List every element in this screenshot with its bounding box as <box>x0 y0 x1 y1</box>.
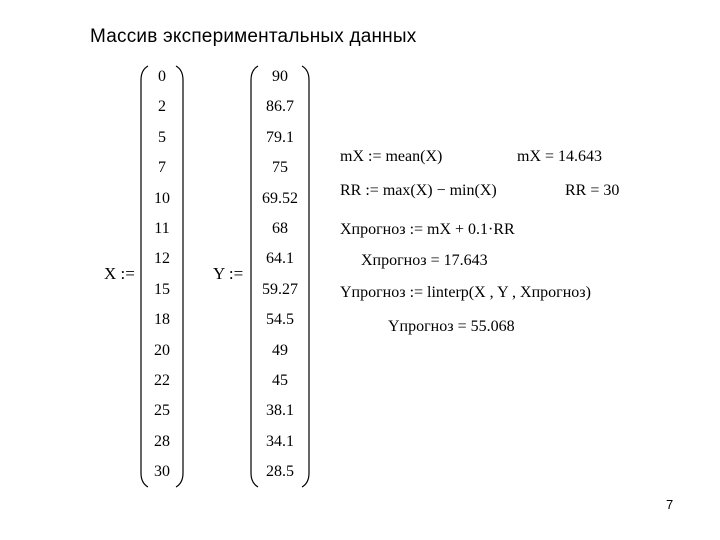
y-forecast-definition: Yпрогноз := linterp(X , Y , Xпрогноз) <box>340 284 591 301</box>
right-paren-icon <box>174 64 186 489</box>
matrix-cell: 59.27 <box>262 280 298 298</box>
matrix-cell: 10 <box>154 189 170 207</box>
page-title: Массив экспериментальных данных <box>90 26 417 47</box>
x-forecast-result: Xпрогноз = 17.643 <box>361 252 488 269</box>
mean-result: mX = 14.643 <box>517 148 603 165</box>
matrix-cell: 11 <box>154 220 170 237</box>
matrix-cell: 22 <box>154 372 170 389</box>
y-forecast-result: Yпрогноз = 55.068 <box>388 318 515 335</box>
matrix-cell: 25 <box>154 402 170 420</box>
matrix-cell: 49 <box>272 341 288 359</box>
x-matrix <box>138 64 186 489</box>
matrix-cell: 34.1 <box>266 432 294 450</box>
matrix-cell: 5 <box>158 128 166 146</box>
matrix-cell: 12 <box>154 250 170 268</box>
matrix-cell: 45 <box>272 372 288 389</box>
matrix-cell: 28.5 <box>266 463 294 481</box>
matrix-cell: 38.1 <box>266 402 294 420</box>
x-forecast-definition: Xпрогноз := mX + 0.1·RR <box>340 221 515 238</box>
range-definition: RR := max(X) − min(X) <box>340 182 497 199</box>
page-number: 7 <box>666 497 674 512</box>
range-result: RR = 30 <box>565 182 620 199</box>
matrix-cell: 68 <box>272 220 288 237</box>
y-matrix-label: Y := <box>213 264 244 283</box>
x-matrix-label: X := <box>104 264 135 283</box>
matrix-cell: 7 <box>158 159 166 177</box>
left-paren-icon <box>138 64 150 489</box>
matrix-cell: 64.1 <box>266 250 294 268</box>
matrix-cell: 90 <box>272 68 288 85</box>
matrix-cell: 20 <box>154 341 170 359</box>
matrix-cell: 79.1 <box>266 128 294 146</box>
matrix-cell: 0 <box>158 68 166 85</box>
matrix-cell: 18 <box>154 311 170 329</box>
matrix-cell: 54.5 <box>266 311 294 329</box>
mean-definition: mX := mean(X) <box>340 148 443 165</box>
matrix-cell: 28 <box>154 432 170 450</box>
matrix-cell: 86.7 <box>266 98 294 116</box>
matrix-cell: 69.52 <box>262 189 298 207</box>
y-matrix <box>248 64 312 489</box>
matrix-cell: 30 <box>154 463 170 481</box>
left-paren-icon <box>248 64 260 489</box>
right-paren-icon <box>300 64 312 489</box>
matrix-cell: 2 <box>158 98 166 116</box>
matrix-cell: 75 <box>272 159 288 177</box>
matrix-cell: 15 <box>154 280 170 298</box>
